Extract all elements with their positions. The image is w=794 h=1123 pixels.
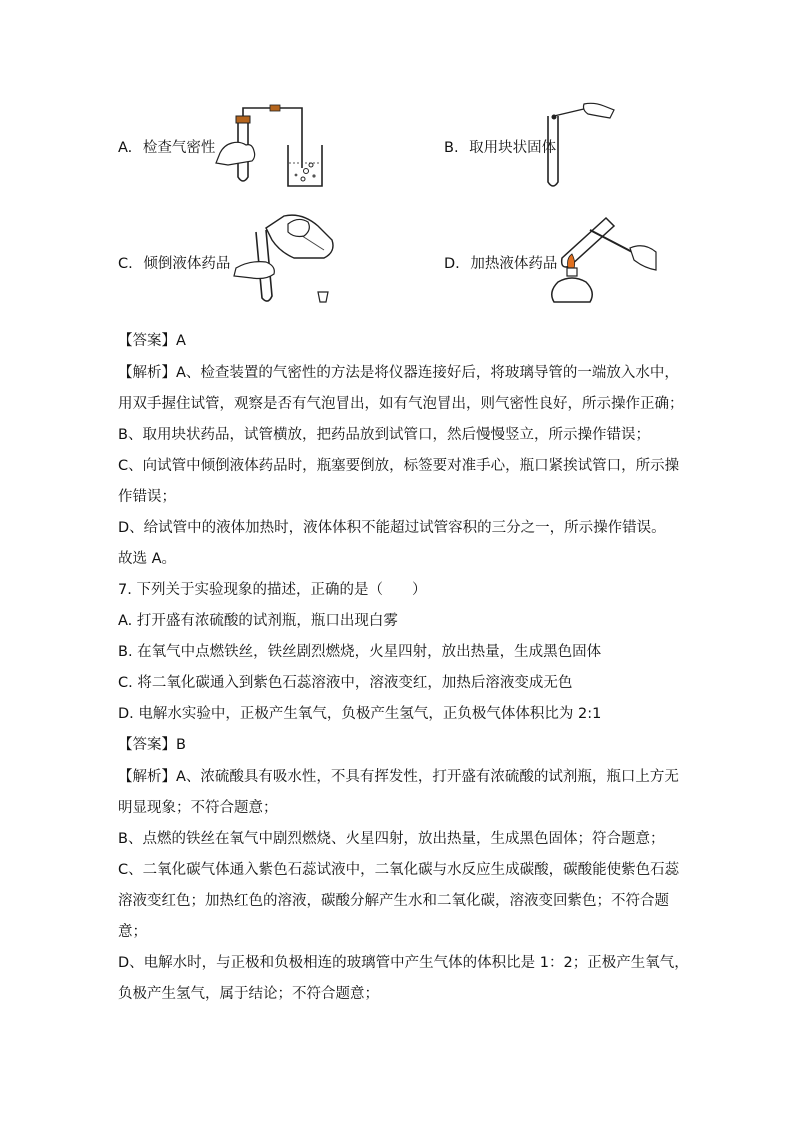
hand-icon bbox=[288, 219, 309, 236]
airtightness-check-figure bbox=[210, 103, 330, 188]
analysis-line: C、二氧化碳气体通入紫色石蕊试液中，二氧化碳与水反应生成碳酸，碳酸能使紫色石蕊 bbox=[118, 862, 680, 878]
stopper-icon bbox=[318, 292, 328, 302]
alcohol-lamp-icon bbox=[552, 254, 593, 302]
analysis-line: D、电解水时，与正极和负极相连的玻璃管中产生气体的体积比是 1：2；正极产生氧气， bbox=[118, 955, 689, 971]
analysis-line: B、点燃的铁丝在氧气中剧烈燃烧、火星四射，放出热量，生成黑色固体；符合题意； bbox=[118, 831, 665, 847]
analysis-line: C、向试管中倾倒液体药品时，瓶塞要倒放，标签要对准手心，瓶口紧挨试管口，所示操 bbox=[118, 458, 680, 474]
option-text: 加热液体药品 bbox=[470, 256, 558, 272]
hand-icon bbox=[584, 103, 615, 118]
q7-option-b: B. 在氧气中点燃铁丝，铁丝剧烈燃烧，火星四射，放出热量，生成黑色固体 bbox=[118, 644, 602, 660]
test-tube-icon bbox=[548, 116, 558, 186]
option-text: 取用块状固体 bbox=[469, 140, 557, 156]
analysis-line: 溶液变红色；加热红色的溶液，碳酸分解产生水和二氧化碳，溶液变回紫色；不符合题 bbox=[118, 893, 669, 909]
analysis-line: 【解析】A、检查装置的气密性的方法是将仪器连接好后，将玻璃导管的一端放入水中， bbox=[118, 365, 679, 381]
hand-icon bbox=[216, 142, 255, 165]
beaker-icon bbox=[288, 145, 322, 186]
option-text: 检查气密性 bbox=[142, 140, 216, 156]
option-c-label bbox=[118, 254, 230, 274]
analysis-line: 【解析】A、浓硫酸具有吸水性，不具有挥发性，打开盛有浓硫酸的试剂瓶，瓶口上方无 bbox=[118, 769, 679, 785]
pouring-liquid-figure bbox=[232, 212, 347, 307]
analysis-line: 明显现象；不符合题意； bbox=[118, 800, 278, 816]
dropper-icon bbox=[552, 108, 589, 120]
q7-answer: 【答案】B bbox=[118, 737, 186, 753]
option-letter: D. bbox=[444, 256, 460, 272]
option-letter: B. bbox=[444, 140, 459, 156]
heating-liquid-figure bbox=[540, 212, 660, 307]
analysis-line: D、给试管中的液体加热时，液体体积不能超过试管容积的三分之一，所示操作错误。 bbox=[118, 520, 666, 536]
analysis-line: 作错误； bbox=[118, 489, 176, 505]
q7-option-c: C. 将二氧化碳通入到紫色石蕊溶液中，溶液变红，加热后溶液变成无色 bbox=[118, 675, 573, 691]
hand-icon bbox=[234, 262, 274, 279]
analysis-line: 故选 A。 bbox=[118, 551, 177, 567]
analysis-line: 负极产生氢气，属于结论；不符合题意； bbox=[118, 986, 379, 1002]
hand-icon bbox=[630, 246, 656, 270]
analysis-line: 意； bbox=[118, 924, 147, 940]
option-letter: A. bbox=[118, 140, 133, 156]
solid-sampling-figure bbox=[540, 100, 620, 190]
q7-option-a: A. 打开盛有浓硫酸的试剂瓶，瓶口出现白雾 bbox=[118, 613, 398, 629]
option-text: 倾倒液体药品 bbox=[143, 256, 231, 272]
option-a-label bbox=[118, 138, 215, 158]
option-letter: C. bbox=[118, 256, 133, 272]
analysis-line: B、取用块状药品，试管横放，把药品放到试管口，然后慢慢竖立，所示操作错误； bbox=[118, 427, 650, 443]
q7-stem: 7. 下列关于实验现象的描述，正确的是（ ） bbox=[118, 582, 427, 598]
q7-option-d: D. 电解水实验中，正极产生氧气，负极产生氢气，正负极气体体积比为 2:1 bbox=[118, 706, 602, 722]
analysis-line: 用双手握住试管，观察是否有气泡冒出，如有气泡冒出，则气密性良好，所示操作正确； bbox=[118, 396, 684, 412]
q6-answer: 【答案】A bbox=[118, 333, 186, 349]
